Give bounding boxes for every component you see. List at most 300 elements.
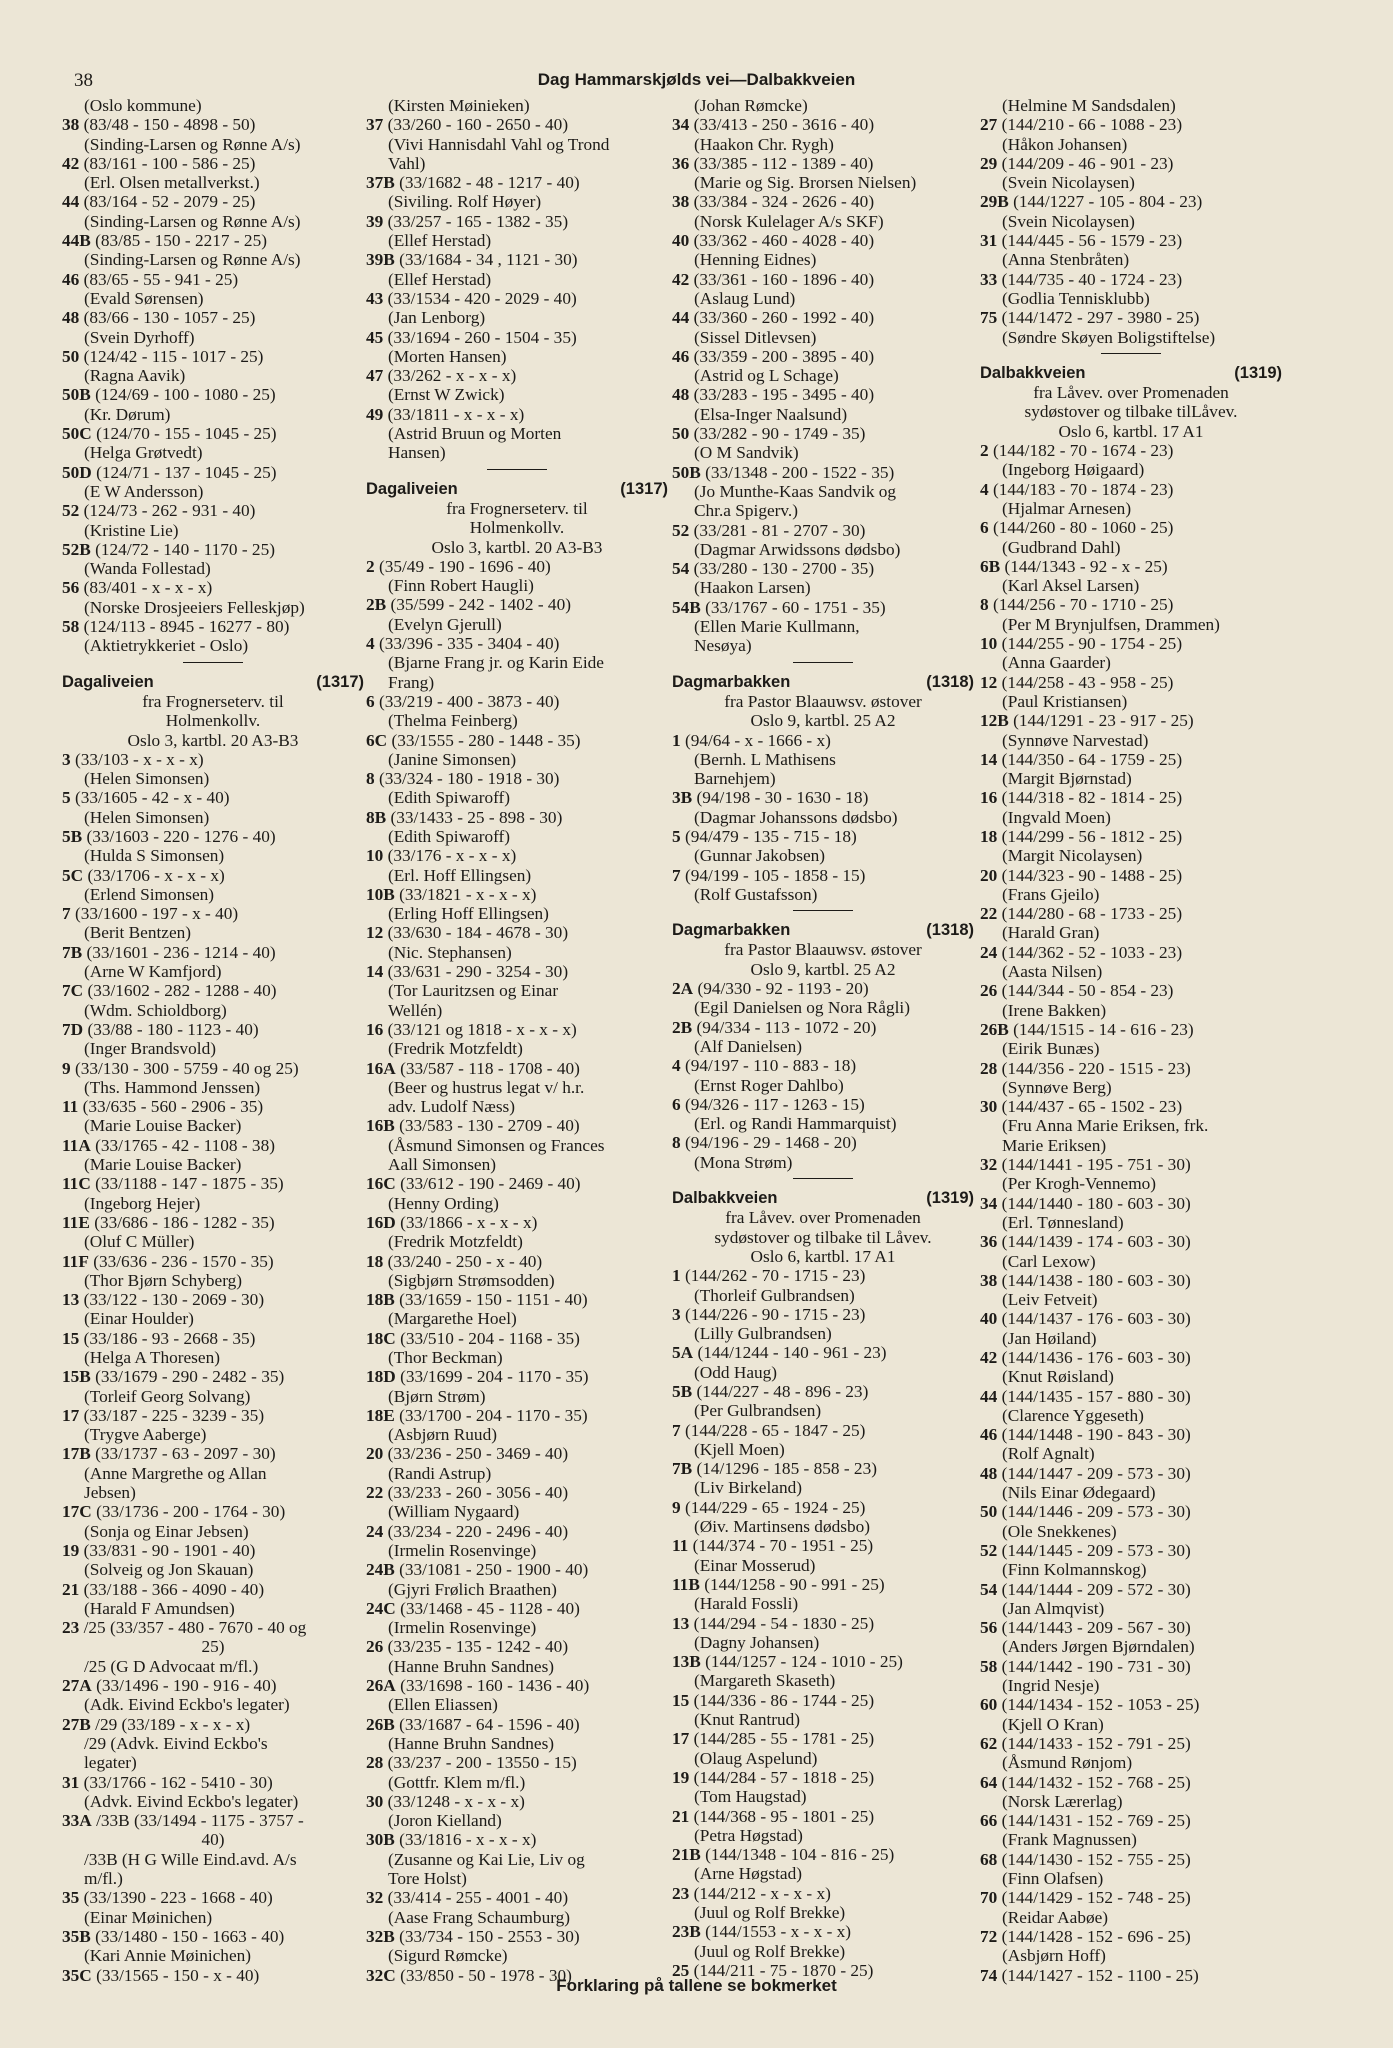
property-data: (33/1679 - 290 - 2482 - 35) bbox=[95, 1367, 285, 1387]
address-entry bbox=[62, 1811, 364, 1830]
address-entry bbox=[980, 1097, 1282, 1116]
house-number: 27B bbox=[62, 1714, 91, 1734]
house-number: 50 bbox=[62, 346, 80, 366]
owner-name: (Sigbjørn Strømsodden) bbox=[388, 1270, 555, 1290]
house-number: 17B bbox=[62, 1444, 91, 1464]
house-number: 45 bbox=[366, 327, 384, 347]
owner-name: (Thelma Feinberg) bbox=[388, 711, 518, 731]
address-entry bbox=[62, 904, 364, 923]
owner-name: (Margareth Skaseth) bbox=[694, 1671, 836, 1691]
owner-name: (Fredrik Motzfeldt) bbox=[388, 1232, 523, 1252]
house-number: 42 bbox=[980, 1348, 998, 1367]
address-entry bbox=[672, 788, 974, 807]
property-data: (144/1429 - 152 - 748 - 25) bbox=[1001, 1888, 1191, 1908]
property-data: (33/1081 - 250 - 1900 - 40) bbox=[399, 1560, 589, 1580]
property-data: (33/612 - 190 - 2469 - 40) bbox=[400, 1174, 581, 1194]
property-data: (144/211 - 75 - 1870 - 25) bbox=[693, 1960, 874, 1980]
property-data: (33/257 - 165 - 1382 - 35) bbox=[387, 211, 569, 231]
property-data: (33/1698 - 160 - 1436 - 40) bbox=[400, 1676, 590, 1696]
house-number: 3 bbox=[62, 749, 71, 769]
address-entry bbox=[62, 981, 364, 1000]
address-entry bbox=[980, 1541, 1282, 1560]
property-data: (144/210 - 66 - 1088 - 23) bbox=[1001, 115, 1183, 135]
address-entry bbox=[980, 1773, 1282, 1792]
address-entry bbox=[672, 231, 974, 250]
owner-name: (Sissel Ditlevsen) bbox=[694, 327, 817, 347]
owner-name: (Marie Louise Backer) bbox=[84, 1155, 242, 1175]
house-number: 56 bbox=[62, 578, 80, 598]
property-data: (33/384 - 324 - 2626 - 40) bbox=[693, 192, 875, 212]
address-entry bbox=[980, 441, 1282, 460]
street-name: Dagaliveien bbox=[62, 672, 154, 691]
house-number: 17C bbox=[62, 1502, 92, 1522]
house-number: 44 bbox=[62, 192, 80, 212]
address-entry bbox=[366, 250, 668, 269]
address-entry bbox=[62, 1618, 364, 1637]
property-data: (33/130 - 300 - 5759 - 40 og 25) bbox=[74, 1058, 299, 1078]
house-number: 43 bbox=[366, 288, 384, 308]
house-number: 16 bbox=[980, 788, 998, 808]
address-entry bbox=[980, 231, 1282, 250]
house-number: 52 bbox=[62, 501, 80, 521]
address-entry bbox=[62, 424, 364, 443]
owner-name: (Rolf Agnalt) bbox=[1002, 1444, 1095, 1464]
address-entry bbox=[62, 827, 364, 846]
property-data: (33/1811 - x - x - x) bbox=[387, 404, 525, 424]
owner-name: Jebsen) bbox=[84, 1483, 136, 1503]
property-data: (144/1436 - 176 - 603 - 30) bbox=[1001, 1348, 1191, 1367]
house-number: 18 bbox=[366, 1251, 384, 1271]
owner-name: (Ellef Herstad) bbox=[388, 269, 492, 289]
property-data: (144/1437 - 176 - 603 - 30) bbox=[1001, 1309, 1191, 1329]
property-data: (33/1468 - 45 - 1128 - 40) bbox=[400, 1598, 580, 1618]
address-entry bbox=[366, 1213, 668, 1232]
owner-name: Frang) bbox=[388, 672, 435, 692]
owner-name: /33B (H G Wille Eind.avd. A/s bbox=[84, 1849, 297, 1869]
property-data: (33/1765 - 42 - 1108 - 38) bbox=[95, 1135, 275, 1155]
property-data: (144/294 - 54 - 1830 - 25) bbox=[693, 1613, 875, 1633]
house-number: 2A bbox=[672, 979, 694, 999]
address-entry bbox=[980, 557, 1282, 576]
street-description: sydøstover og tilbake tilLåvev. bbox=[1024, 402, 1238, 422]
property-data: (33/188 - 366 - 4090 - 40) bbox=[83, 1579, 265, 1599]
address-entry bbox=[366, 1637, 668, 1656]
property-data: (33/233 - 260 - 3056 - 40) bbox=[387, 1483, 569, 1503]
property-data: (144/1444 - 209 - 572 - 30) bbox=[1001, 1579, 1191, 1599]
address-entry bbox=[366, 328, 668, 347]
owner-name: (Ingrid Nesje) bbox=[1002, 1676, 1100, 1696]
owner-name: (Godlia Tennisklubb) bbox=[1002, 288, 1150, 308]
property-data: (94/198 - 30 - 1630 - 18) bbox=[696, 788, 869, 808]
house-number: 22 bbox=[366, 1483, 384, 1503]
house-number: 19 bbox=[672, 1767, 690, 1787]
owner-name: (Arne Høgstad) bbox=[694, 1864, 802, 1884]
owner-name: (Kirsten Møinieken) bbox=[388, 96, 530, 115]
address-entry bbox=[672, 1343, 974, 1362]
address-entry bbox=[366, 1059, 668, 1078]
owner-name: (Jan Høiland) bbox=[1002, 1328, 1097, 1348]
house-number: 30B bbox=[366, 1830, 395, 1850]
property-data: (144/362 - 52 - 1033 - 23) bbox=[1001, 942, 1183, 962]
address-entry bbox=[366, 1792, 668, 1811]
house-number: 48 bbox=[980, 1463, 998, 1483]
house-number: 7B bbox=[62, 942, 83, 962]
owner-name: (Joron Kielland) bbox=[388, 1811, 502, 1831]
owner-name: (Vivi Hannisdahl Vahl og Trond bbox=[388, 134, 610, 154]
address-entry bbox=[62, 1406, 364, 1425]
address-entry bbox=[672, 115, 974, 134]
address-entry bbox=[62, 115, 364, 134]
owner-name: (Øiv. Martinsens dødsbo) bbox=[694, 1517, 870, 1537]
address-entry bbox=[366, 885, 668, 904]
address-entry bbox=[62, 385, 364, 404]
address-entry bbox=[672, 192, 974, 211]
section-rule bbox=[793, 910, 853, 911]
house-number: 44B bbox=[62, 231, 91, 251]
address-entry bbox=[62, 1888, 364, 1907]
owner-name: (Erl. og Randi Hammarquist) bbox=[694, 1114, 897, 1134]
house-number: 16D bbox=[366, 1212, 396, 1232]
property-data: (144/1433 - 152 - 791 - 25) bbox=[1001, 1733, 1191, 1753]
address-entry bbox=[980, 1888, 1282, 1907]
house-number: 5C bbox=[62, 865, 84, 885]
house-number: 7D bbox=[62, 1019, 84, 1039]
street-description: 40) bbox=[201, 1830, 225, 1850]
address-entry bbox=[366, 173, 668, 192]
address-entry bbox=[672, 731, 974, 750]
owner-name: (Anna Gaarder) bbox=[1002, 653, 1111, 673]
house-number: 36 bbox=[980, 1232, 998, 1252]
owner-name: (Finn Robert Haugli) bbox=[388, 576, 534, 596]
address-entry bbox=[980, 1059, 1282, 1078]
address-entry bbox=[980, 154, 1282, 173]
owner-name: (Thor Bjørn Schyberg) bbox=[84, 1270, 243, 1290]
house-number: 16 bbox=[366, 1019, 384, 1039]
address-entry bbox=[672, 1095, 974, 1114]
house-number: 72 bbox=[980, 1926, 998, 1946]
property-data: (33/1700 - 204 - 1170 - 35) bbox=[399, 1405, 588, 1425]
owner-name: (Henny Ording) bbox=[388, 1193, 499, 1213]
owner-name: (Gottfr. Klem m/fl.) bbox=[388, 1772, 526, 1792]
owner-name: (Reidar Aabøe) bbox=[1002, 1907, 1109, 1927]
property-data: (33/1602 - 282 - 1288 - 40) bbox=[87, 981, 277, 1001]
house-number: 16B bbox=[366, 1116, 395, 1136]
address-entry bbox=[62, 1541, 364, 1560]
owner-name: (Haakon Chr. Rygh) bbox=[694, 134, 834, 154]
property-data: (33/176 - x - x - x) bbox=[387, 846, 517, 866]
address-entry bbox=[672, 270, 974, 289]
address-entry bbox=[672, 1691, 974, 1710]
address-entry bbox=[366, 923, 668, 942]
house-number: 16C bbox=[366, 1174, 396, 1194]
address-entry bbox=[980, 827, 1282, 846]
owner-name: (Advk. Eivind Eckbo's legater) bbox=[84, 1791, 299, 1811]
address-entry bbox=[672, 1729, 974, 1748]
street-code: (1319) bbox=[926, 1189, 974, 1208]
address-entry bbox=[980, 788, 1282, 807]
house-number: 2B bbox=[672, 1017, 693, 1037]
owner-name: (Einar Møinichen) bbox=[84, 1907, 213, 1927]
house-number: 37B bbox=[366, 173, 395, 193]
owner-name: (Frank Magnussen) bbox=[1002, 1830, 1137, 1850]
address-entry bbox=[366, 731, 668, 750]
address-entry bbox=[672, 1056, 974, 1075]
street-heading bbox=[366, 480, 668, 499]
property-data: (144/255 - 90 - 1754 - 25) bbox=[1001, 634, 1183, 654]
address-entry bbox=[672, 1018, 974, 1037]
house-number: 2 bbox=[980, 441, 989, 461]
owner-name: (Kristine Lie) bbox=[84, 520, 179, 540]
house-number: 37 bbox=[366, 115, 384, 135]
house-number: 5B bbox=[672, 1382, 693, 1401]
address-entry bbox=[62, 1927, 364, 1946]
house-number: 50D bbox=[62, 462, 92, 482]
property-data: (144/1348 - 104 - 816 - 25) bbox=[705, 1845, 895, 1865]
owner-name: (Bjørn Strøm) bbox=[388, 1386, 486, 1406]
property-data: (33/850 - 50 - 1978 - 30) bbox=[400, 1965, 572, 1985]
owner-name: (Eirik Bunæs) bbox=[1002, 1039, 1100, 1059]
property-data: (33/1248 - x - x - x) bbox=[387, 1791, 525, 1811]
property-data: (144/1448 - 190 - 843 - 30) bbox=[1001, 1425, 1191, 1445]
owner-name: /25 (G D Advocaat m/fl.) bbox=[84, 1656, 259, 1676]
address-entry bbox=[980, 1271, 1282, 1290]
house-number: 6 bbox=[366, 691, 375, 711]
house-number: 11A bbox=[62, 1135, 91, 1155]
owner-name: (Per M Brynjulfsen, Drammen) bbox=[1002, 614, 1220, 634]
address-entry bbox=[672, 1652, 974, 1671]
address-entry bbox=[980, 1194, 1282, 1213]
owner-name: (Juul og Rolf Brekke) bbox=[694, 1941, 846, 1961]
property-data: (33/414 - 255 - 4001 - 40) bbox=[387, 1888, 569, 1908]
street-description: fra Pastor Blaauwsv. østover bbox=[724, 940, 922, 960]
owner-name: (Helen Simonsen) bbox=[84, 769, 210, 789]
address-entry bbox=[980, 480, 1282, 499]
owner-name: (Fredrik Motzfeldt) bbox=[388, 1039, 523, 1059]
owner-name: (Frans Gjeilo) bbox=[1002, 884, 1100, 904]
house-number: 62 bbox=[980, 1733, 998, 1753]
house-number: 7 bbox=[62, 904, 71, 924]
address-entry bbox=[366, 212, 668, 231]
property-data: (33/324 - 180 - 1918 - 30) bbox=[378, 769, 560, 789]
address-entry bbox=[366, 1560, 668, 1579]
owner-name: (Aslaug Lund) bbox=[694, 288, 796, 308]
owner-name: (Dagny Johansen) bbox=[694, 1632, 820, 1652]
property-data: (33/262 - x - x - x) bbox=[387, 366, 517, 386]
street-description: fra Pastor Blaauwsv. østover bbox=[724, 691, 922, 711]
house-number: 52 bbox=[980, 1540, 998, 1560]
owner-name: (Asbjørn Hoff) bbox=[1002, 1946, 1106, 1966]
address-entry bbox=[366, 1927, 668, 1946]
property-data: (33/359 - 200 - 3895 - 40) bbox=[693, 346, 875, 366]
property-data: (33/361 - 160 - 1896 - 40) bbox=[693, 269, 875, 289]
property-data: (144/262 - 70 - 1715 - 23) bbox=[684, 1266, 866, 1286]
property-data: (144/256 - 70 - 1710 - 25) bbox=[992, 595, 1174, 615]
owner-name: (Ragna Aavik) bbox=[84, 366, 186, 386]
address-entry bbox=[366, 1888, 668, 1907]
owner-name: (Knut Rantrud) bbox=[694, 1710, 801, 1730]
house-number: 6 bbox=[672, 1094, 681, 1114]
property-data: (33/1600 - 197 - x - 40) bbox=[74, 904, 239, 924]
address-entry bbox=[62, 1097, 364, 1116]
street-heading bbox=[672, 673, 974, 692]
owner-name: (Anna Stenbråten) bbox=[1002, 250, 1130, 270]
directory-column-1 bbox=[62, 96, 364, 1985]
house-number: 26B bbox=[366, 1714, 395, 1734]
street-description: Oslo 9, kartbl. 25 A2 bbox=[750, 959, 896, 979]
address-entry bbox=[366, 808, 668, 827]
house-number: 56 bbox=[980, 1618, 998, 1638]
property-data: (144/280 - 68 - 1733 - 25) bbox=[1001, 904, 1183, 924]
property-data: (33/88 - 180 - 1123 - 40) bbox=[87, 1019, 259, 1039]
property-data: (14/1296 - 185 - 858 - 23) bbox=[696, 1459, 877, 1479]
property-data: (144/258 - 43 - 958 - 25) bbox=[1001, 672, 1174, 692]
property-data: (33/631 - 290 - 3254 - 30) bbox=[387, 962, 569, 982]
house-number: 9 bbox=[62, 1058, 71, 1078]
owner-name: (Torleif Georg Solvang) bbox=[84, 1386, 251, 1406]
property-data: (144/212 - x - x - x) bbox=[693, 1883, 831, 1903]
address-entry bbox=[366, 1676, 668, 1695]
address-entry bbox=[366, 1290, 668, 1309]
street-heading bbox=[672, 921, 974, 940]
owner-name: (Thor Beckman) bbox=[388, 1348, 503, 1367]
owner-name: (Clarence Yggeseth) bbox=[1002, 1405, 1144, 1425]
house-number: 50B bbox=[62, 385, 91, 405]
property-data: (144/1291 - 23 - 917 - 25) bbox=[1013, 711, 1194, 731]
house-number: 8 bbox=[980, 595, 989, 615]
owner-name: (Hulda S Simonsen) bbox=[84, 846, 225, 866]
property-data: (33/1480 - 150 - 1663 - 40) bbox=[95, 1926, 285, 1946]
property-data: (144/1244 - 140 - 961 - 23) bbox=[697, 1343, 887, 1363]
address-entry bbox=[980, 595, 1282, 614]
house-number: 12B bbox=[980, 711, 1009, 731]
property-data: (144/183 - 70 - 1874 - 23) bbox=[992, 479, 1174, 499]
property-data: (144/229 - 65 - 1924 - 25) bbox=[684, 1497, 866, 1517]
property-data: (94/197 - 110 - 883 - 18) bbox=[684, 1056, 857, 1076]
address-entry bbox=[672, 1614, 974, 1633]
address-entry bbox=[980, 1695, 1282, 1714]
house-number: 7 bbox=[672, 1420, 681, 1440]
house-number: 48 bbox=[62, 308, 80, 328]
house-number: 5 bbox=[672, 826, 681, 846]
directory-column-3 bbox=[672, 96, 974, 1980]
house-number: 20 bbox=[366, 1444, 384, 1464]
property-data: (83/65 - 55 - 941 - 25) bbox=[83, 269, 239, 289]
house-number: 22 bbox=[980, 904, 998, 924]
property-data: (124/69 - 100 - 1080 - 25) bbox=[95, 385, 276, 405]
address-entry bbox=[980, 1927, 1282, 1946]
owner-name: (Nils Einar Ødegaard) bbox=[1002, 1483, 1156, 1503]
address-entry bbox=[366, 692, 668, 711]
owner-name: Tore Holst) bbox=[388, 1869, 467, 1889]
address-entry bbox=[62, 1059, 364, 1078]
property-data: (144/1431 - 152 - 769 - 25) bbox=[1001, 1811, 1191, 1831]
property-data: (144/228 - 65 - 1847 - 25) bbox=[684, 1420, 866, 1440]
property-data: (144/209 - 46 - 901 - 23) bbox=[1001, 153, 1174, 173]
address-entry bbox=[980, 192, 1282, 211]
house-number: 18B bbox=[366, 1290, 395, 1310]
owner-name: (Åsmund Rønjom) bbox=[1002, 1753, 1133, 1773]
house-number: 2 bbox=[366, 556, 375, 576]
property-data: (144/285 - 55 - 1781 - 25) bbox=[693, 1729, 875, 1749]
property-data: (33/260 - 160 - 2650 - 40) bbox=[387, 115, 569, 135]
directory-column-2 bbox=[366, 96, 668, 1985]
address-entry bbox=[366, 289, 668, 308]
property-data: (33/237 - 200 - 13550 - 15) bbox=[387, 1753, 577, 1773]
address-entry bbox=[62, 750, 364, 769]
house-number: 10 bbox=[366, 846, 384, 866]
address-entry bbox=[366, 1715, 668, 1734]
house-number: 28 bbox=[980, 1058, 998, 1078]
owner-name: (Trygve Aaberge) bbox=[84, 1425, 207, 1445]
owner-name: (Nic. Stephansen) bbox=[388, 942, 512, 962]
house-number: 38 bbox=[672, 192, 690, 212]
house-number: 23 bbox=[672, 1883, 690, 1903]
house-number: 54 bbox=[980, 1579, 998, 1599]
owner-name: (Aasta Nilsen) bbox=[1002, 962, 1103, 982]
owner-name: (Siviling. Rolf Høyer) bbox=[388, 192, 542, 212]
property-data: (33/1348 - 200 - 1522 - 35) bbox=[705, 462, 895, 482]
house-number: 64 bbox=[980, 1772, 998, 1792]
owner-name: Chr.a Spigerv.) bbox=[694, 501, 798, 521]
owner-name: (Bjarne Frang jr. og Karin Eide bbox=[388, 653, 604, 673]
owner-name: /29 (Advk. Eivind Eckbo's bbox=[84, 1733, 268, 1753]
owner-name: (Paul Kristiansen) bbox=[1002, 691, 1128, 711]
owner-name: (Hanne Bruhn Sandnes) bbox=[388, 1656, 555, 1676]
owner-name: (Egil Danielsen og Nora Rågli) bbox=[694, 998, 910, 1018]
house-number: 27A bbox=[62, 1676, 92, 1696]
house-number: 12 bbox=[980, 672, 998, 692]
property-data: (144/344 - 50 - 854 - 23) bbox=[1001, 981, 1174, 1001]
address-entry bbox=[980, 1309, 1282, 1328]
owner-name: (Randi Astrup) bbox=[388, 1463, 492, 1483]
property-data: (33/396 - 335 - 3404 - 40) bbox=[378, 634, 560, 654]
house-number: 29B bbox=[980, 192, 1009, 212]
address-entry bbox=[980, 981, 1282, 1000]
owner-name: (Ths. Hammond Jenssen) bbox=[84, 1077, 261, 1097]
address-entry bbox=[980, 1502, 1282, 1521]
owner-name: Wellén) bbox=[388, 1000, 443, 1020]
address-entry bbox=[980, 1657, 1282, 1676]
house-number: 50B bbox=[672, 462, 701, 482]
house-number: 7 bbox=[672, 865, 681, 885]
owner-name: (Einar Houlder) bbox=[84, 1309, 194, 1329]
house-number: 44 bbox=[672, 308, 690, 328]
owner-name: (Gjyri Frølich Braathen) bbox=[388, 1579, 557, 1599]
address-entry bbox=[672, 521, 974, 540]
property-data: (33/281 - 81 - 2707 - 30) bbox=[693, 520, 866, 540]
house-number: 26A bbox=[366, 1676, 396, 1696]
property-data: (33/1767 - 60 - 1751 - 35) bbox=[705, 597, 886, 617]
address-entry bbox=[62, 1213, 364, 1232]
property-data: (33/510 - 204 - 1168 - 35) bbox=[400, 1328, 580, 1348]
house-number: 18E bbox=[366, 1405, 395, 1425]
house-number: 50C bbox=[62, 424, 92, 444]
property-data: (83/401 - x - x - x) bbox=[83, 578, 213, 598]
street-name: Dalbakkveien bbox=[980, 363, 1086, 382]
house-number: 32 bbox=[980, 1155, 998, 1175]
property-data: (144/284 - 57 - 1818 - 25) bbox=[693, 1767, 875, 1787]
house-number: 35B bbox=[62, 1926, 91, 1946]
house-number: 75 bbox=[980, 308, 998, 328]
house-number: 15B bbox=[62, 1367, 91, 1387]
owner-name: (Asbjørn Ruud) bbox=[388, 1425, 497, 1445]
address-entry bbox=[980, 943, 1282, 962]
house-number: 46 bbox=[980, 1425, 998, 1445]
house-number: 39 bbox=[366, 211, 384, 231]
address-entry bbox=[366, 1252, 668, 1271]
address-entry bbox=[62, 540, 364, 559]
property-data: (33/187 - 225 - 3239 - 35) bbox=[83, 1405, 265, 1425]
